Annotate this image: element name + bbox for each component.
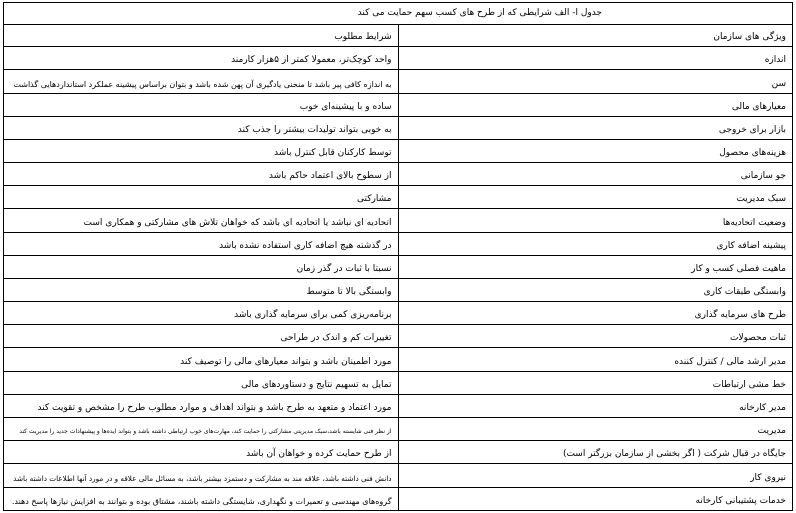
row-condition-cell: تمایل به تسهیم نتایج و دستاوردهای مالی: [4, 371, 399, 394]
table-row: [4, 116, 793, 139]
table-row: [4, 186, 793, 209]
conditions-table-document: [3, 2, 793, 511]
row-feature-cell: هزینه‌های محصول: [398, 139, 793, 162]
row-feature-cell: جایگاه در قبال شرکت ( اگر بخشی از سازمان بزرگتر است): [398, 441, 793, 464]
row-feature-cell: وضعیت اتحادیه‌ها: [398, 209, 793, 232]
row-feature-cell: طرح های سرمایه گذاری: [398, 302, 793, 325]
row-condition-cell: نسبتا با ثبات در گذر زمان: [4, 255, 399, 278]
table-row: [4, 441, 793, 464]
table-row: [4, 139, 793, 162]
row-feature-cell: جو سازمانی: [398, 163, 793, 186]
table-title-row: [4, 3, 793, 25]
row-condition-cell: در گذشته هیچ اضافه کاری استفاده نشده باشد: [4, 232, 399, 255]
table-row: [4, 464, 793, 487]
row-feature-cell: وابستگی طبقات کاری: [398, 278, 793, 301]
row-condition-cell: به اندازه کافی پیر باشد تا منحنی یادگیری آن پهن شده باشد و بتوان براساس پیشینه عملکرد استانداردهایی گذاشت: [4, 70, 399, 93]
table-row: [4, 418, 793, 441]
row-feature-cell: سبک مدیریت: [398, 186, 793, 209]
row-condition-cell: از نظر فنی شایسته باشد،سبک مدیریتی مشارکتی را حمایت کند، مهارت‌های خوب ارتباطی داشته باشد و بتواند ایده‌ها و پیشنهادات جدید را مدیریت کند: [4, 418, 399, 441]
row-condition-cell: وابستگی بالا تا متوسط: [4, 278, 399, 301]
row-feature-cell: نیروی کار: [398, 464, 793, 487]
row-condition-cell: گروه‌های مهندسی و تعمیرات و نگهداری، شایستگی داشته باشند، مشتاق بوده و بتوانند به افزایش نیازها پاسخ دهند.: [4, 487, 399, 510]
row-condition-cell: به خوبی بتواند تولیدات بیشتر را جذب کند: [4, 116, 399, 139]
row-condition-cell: از طرح حمایت کرده و خواهان آن باشد: [4, 441, 399, 464]
row-condition-cell: مورد اعتماد و متعهد به طرح باشد و بتواند اهداف و موارد مطلوب طرح را مشخص و تقویت کند: [4, 394, 399, 417]
row-feature-cell: اندازه: [398, 47, 793, 70]
table-row: [4, 302, 793, 325]
table-row: [4, 394, 793, 417]
table-row: [4, 232, 793, 255]
row-condition-cell: ساده و با پیشینه‌ای خوب: [4, 93, 399, 116]
row-feature-cell: سن: [398, 70, 793, 93]
table-header-row: [4, 25, 793, 47]
table-row: [4, 163, 793, 186]
row-feature-cell: خدمات پشتیبانی کارخانه: [398, 487, 793, 510]
table-row: [4, 209, 793, 232]
row-feature-cell: بازار برای خروجی: [398, 116, 793, 139]
row-feature-cell: ثبات محصولات: [398, 325, 793, 348]
table-row: [4, 47, 793, 70]
table-row: [4, 278, 793, 301]
row-condition-cell: واحد کوچک‌تر، معمولا کمتر از ۵هزار کارمند: [4, 47, 399, 70]
row-condition-cell: دانش فنی داشته باشد، علاقه مند به مشارکت و دستمزد بیشتر باشد، به مسائل مالی علاقه و در مورد آنها اطلاعات داشته باشد: [4, 464, 399, 487]
row-feature-cell: مدیر کارخانه: [398, 394, 793, 417]
table-row: [4, 487, 793, 510]
row-condition-cell: اتحادیه ای نباشد یا اتحادیه ای باشد که خواهان تلاش های مشارکتی و همکاری است: [4, 209, 399, 232]
table-row: [4, 348, 793, 371]
row-condition-cell: مورد اطمینان باشد و بتواند معیارهای مالی را توصیف کند: [4, 348, 399, 371]
row-condition-cell: از سطوح بالای اعتماد حاکم باشد: [4, 163, 399, 186]
table-row: [4, 325, 793, 348]
row-feature-cell: معیارهای مالی: [398, 93, 793, 116]
table-row: [4, 70, 793, 93]
row-feature-cell: پیشینه اضافه کاری: [398, 232, 793, 255]
header-desired-conditions: شرایط مطلوب: [4, 25, 399, 47]
row-condition-cell: تغییرات کم و اندک در طراحی: [4, 325, 399, 348]
table-row: [4, 93, 793, 116]
conditions-table: [3, 2, 793, 511]
row-feature-cell: مدیریت: [398, 418, 793, 441]
table-row: [4, 255, 793, 278]
row-condition-cell: مشارکتی: [4, 186, 399, 209]
row-feature-cell: خط مشی ارتباطات: [398, 371, 793, 394]
table-row: [4, 371, 793, 394]
header-organization-features: ویژگی های سازمان: [398, 25, 793, 47]
row-condition-cell: برنامه‌ریزی کمی برای سرمایه گذاری باشد: [4, 302, 399, 325]
row-condition-cell: توسط کارکنان قابل کنترل باشد: [4, 139, 399, 162]
table-title: جدول ا- الف شرایطی که از طرح های کسب سهم حمایت می کند: [4, 3, 793, 25]
row-feature-cell: ماهیت فصلی کسب و کار: [398, 255, 793, 278]
row-feature-cell: مدیر ارشد مالی / کنترل کننده: [398, 348, 793, 371]
